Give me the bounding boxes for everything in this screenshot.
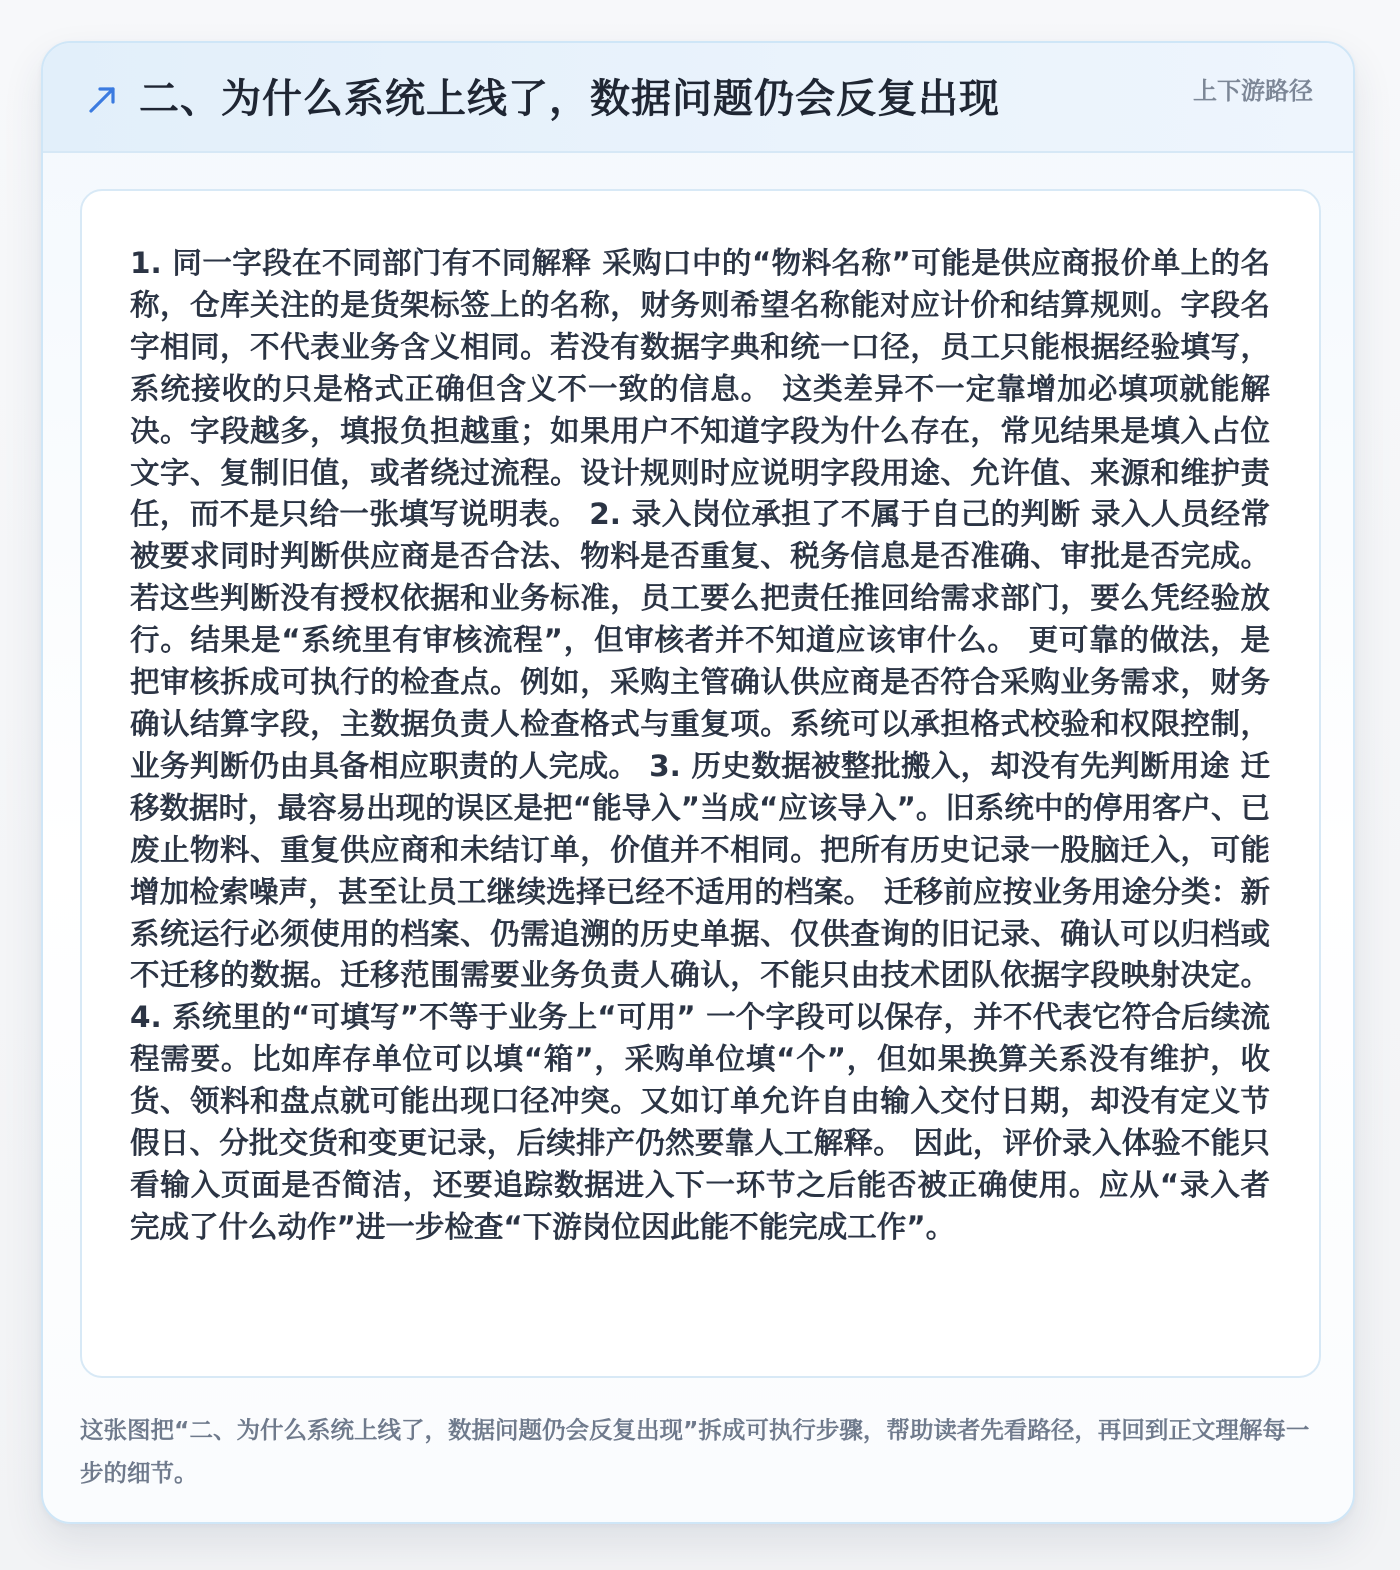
body-text: 1. 同一字段在不同部门有不同解释 采购口中的“物料名称”可能是供应商报价单上的名称，仓库关注的是货架标签上的名称，财务则希望名称能对应计价和结算规则。字段名字相同，不代表业务含义相同。若没有数据字典和统一口径，员工只能根据经验填写，系统接收的只是格式正确但含义不一致的信息。 这类差异不一定靠增加必填项就能解决。字段越多，填报负担越重；如果用户不知道字段为什么存在，常见结果是填入占位文字、复制旧值，或者绕过流程。设计规则时应说明字段用途、允许值、来源和维护责任，而不是只给一张填写说明表。 2. 录入岗位承担了不属于自己的判断 录入人员经常被要求同时判断供应商是否合法、物料是否重复、税务信息是否准确、审批是否完成。若这些判断没有授权依据和业务标准，员工要么把责任推回给需求部门，要么凭经验放行。结果是“系统里有审核流程”，但审核者并不知道应该审什么。 更可靠的做法，是把审核拆成可执行的检查点。例如，采购主管确认供应商是否符合采购业务需求，财务确认结算字段，主数据负责人检查格式与重复项。系统可以承担格式校验和权限控制，业务判断仍由具备相应职责的人完成。 3. 历史数据被整批搬入，却没有先判断用途 迁移数据时，最容易出现的误区是把“能导入”当成“应该导入”。旧系统中的停用客户、已废止物料、重复供应商和未结订单，价值并不相同。把所有历史记录一股脑迁入，可能增加检索噪声，甚至让员工继续选择已经不适用的档案。 迁移前应按业务用途分类：新系统运行必须使用的档案、仍需追溯的历史单据、仅供查询的旧记录、确认可以归档或不迁移的数据。迁移范围需要业务负责人确认，不能只由技术团队依据字段映射决定。 4. 系统里的“可填写”不等于业务上“可用” 一个字段可以保存，并不代表它符合后续流程需要。比如库存单位可以填“箱”，采购单位填“个”，但如果换算关系没有维护，收货、领料和盘点就可能出现口径冲突。又如订单允许自由输入交付日期，却没有定义节假日、分批交货和变更记录，后续排产仍然要靠人工解释。 因此，评价录入体验不能只看输入页面是否简洁，还要追踪数据进入下一环节之后能否被正确使用。应从“录入者完成了什么动作”进一步检查“下游岗位因此能不能完成工作”。 <box>130 246 1270 1244</box>
page-title: 二、为什么系统上线了，数据问题仍会反复出现 <box>139 76 1000 122</box>
header-tag: 上下游路径 <box>1193 77 1313 105</box>
article-card <box>41 41 1355 1524</box>
figure-caption: 这张图把“二、为什么系统上线了，数据问题仍会反复出现”拆成可执行步骤，帮助读者先看路径，再回到正文理解每一步的细节。 <box>80 1416 1310 1487</box>
content-panel <box>80 189 1321 1378</box>
arrow-up-right-icon <box>85 81 121 117</box>
card-header <box>43 43 1353 153</box>
